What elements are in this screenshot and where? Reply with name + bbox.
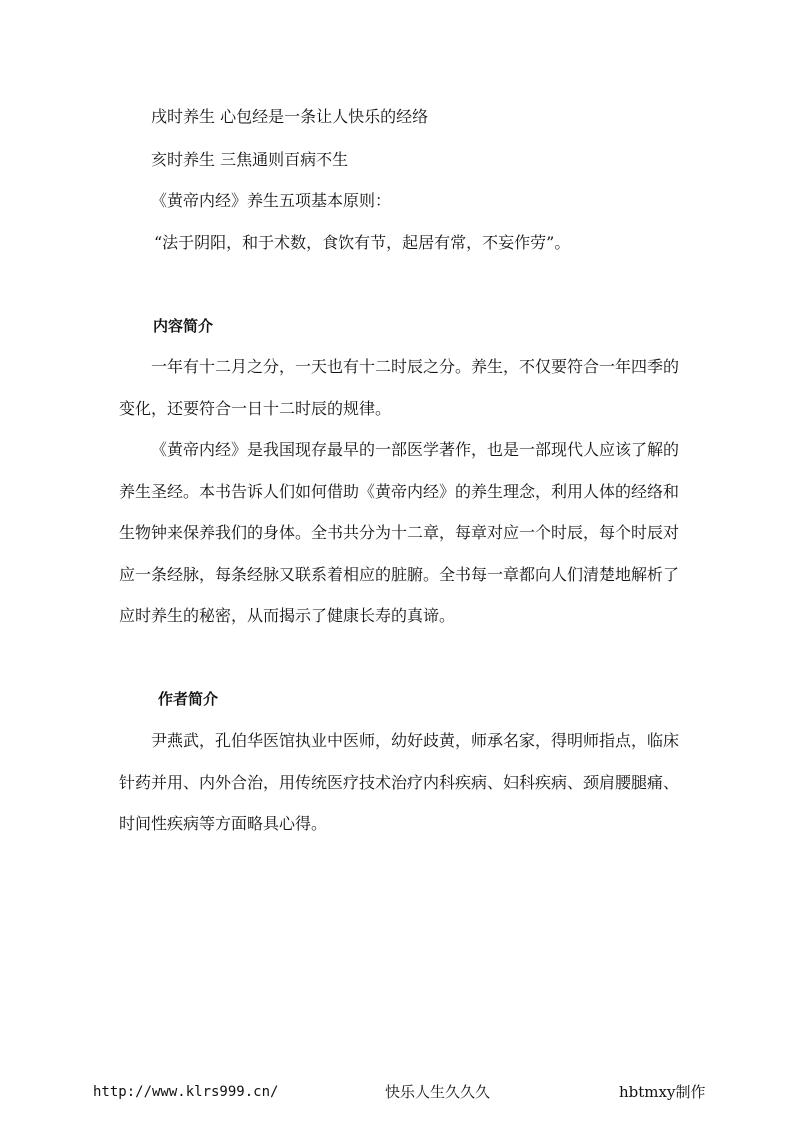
footer-center-text: 快乐人生久久久 (385, 1083, 491, 1101)
author-summary-line: 尹燕武，孔伯华医馆执业中医师，幼好歧黄，师承名家，得明师指点，临床 (151, 731, 680, 750)
xu-shi-line: 戌时养生 心包经是一条让人快乐的经络 (151, 107, 429, 126)
principles-quote: “法于阴阳，和于术数，食饮有节，起居有常，不妄作劳”。 (154, 233, 571, 252)
content-summary-line: 应时养生的秘密，从而揭示了健康长寿的真谛。 (119, 606, 456, 625)
content-summary-line: 应一条经脉，每条经脉又联系着相应的脏腑。全书每一章都向人们清楚地解析了 (119, 565, 680, 584)
content-summary-line: 一年有十二月之分，一天也有十二时辰之分。养生，不仅要符合一年四季的 (151, 357, 680, 376)
author-summary-line: 时间性疾病等方面略具心得。 (119, 814, 328, 833)
principles-title: 《黄帝内经》养生五项基本原则： (151, 191, 392, 210)
content-summary-line: 变化，还要符合一日十二时辰的规律。 (119, 399, 392, 418)
author-summary-line: 针药并用、内外合治，用传统医疗技术治疗内科疾病、妇科疾病、颈肩腰腿痛、 (119, 773, 680, 792)
content-summary-line: 《黄帝内经》是我国现存最早的一部医学著作，也是一部现代人应该了解的 (151, 440, 680, 459)
content-summary-heading: 内容简介 (153, 317, 214, 335)
hai-shi-line: 亥时养生 三焦通则百病不生 (151, 150, 349, 169)
author-summary-heading: 作者简介 (158, 690, 219, 708)
content-summary-line: 生物钟来保养我们的身体。全书共分为十二章，每章对应一个时辰，每个时辰对 (119, 523, 680, 542)
content-summary-line: 养生圣经。本书告诉人们如何借助《黄帝内经》的养生理念，利用人体的经络和 (119, 482, 680, 501)
footer-credit: hbtmxy制作 (619, 1083, 706, 1101)
footer-url: http://www.klrs999.cn/ (93, 1084, 279, 1100)
